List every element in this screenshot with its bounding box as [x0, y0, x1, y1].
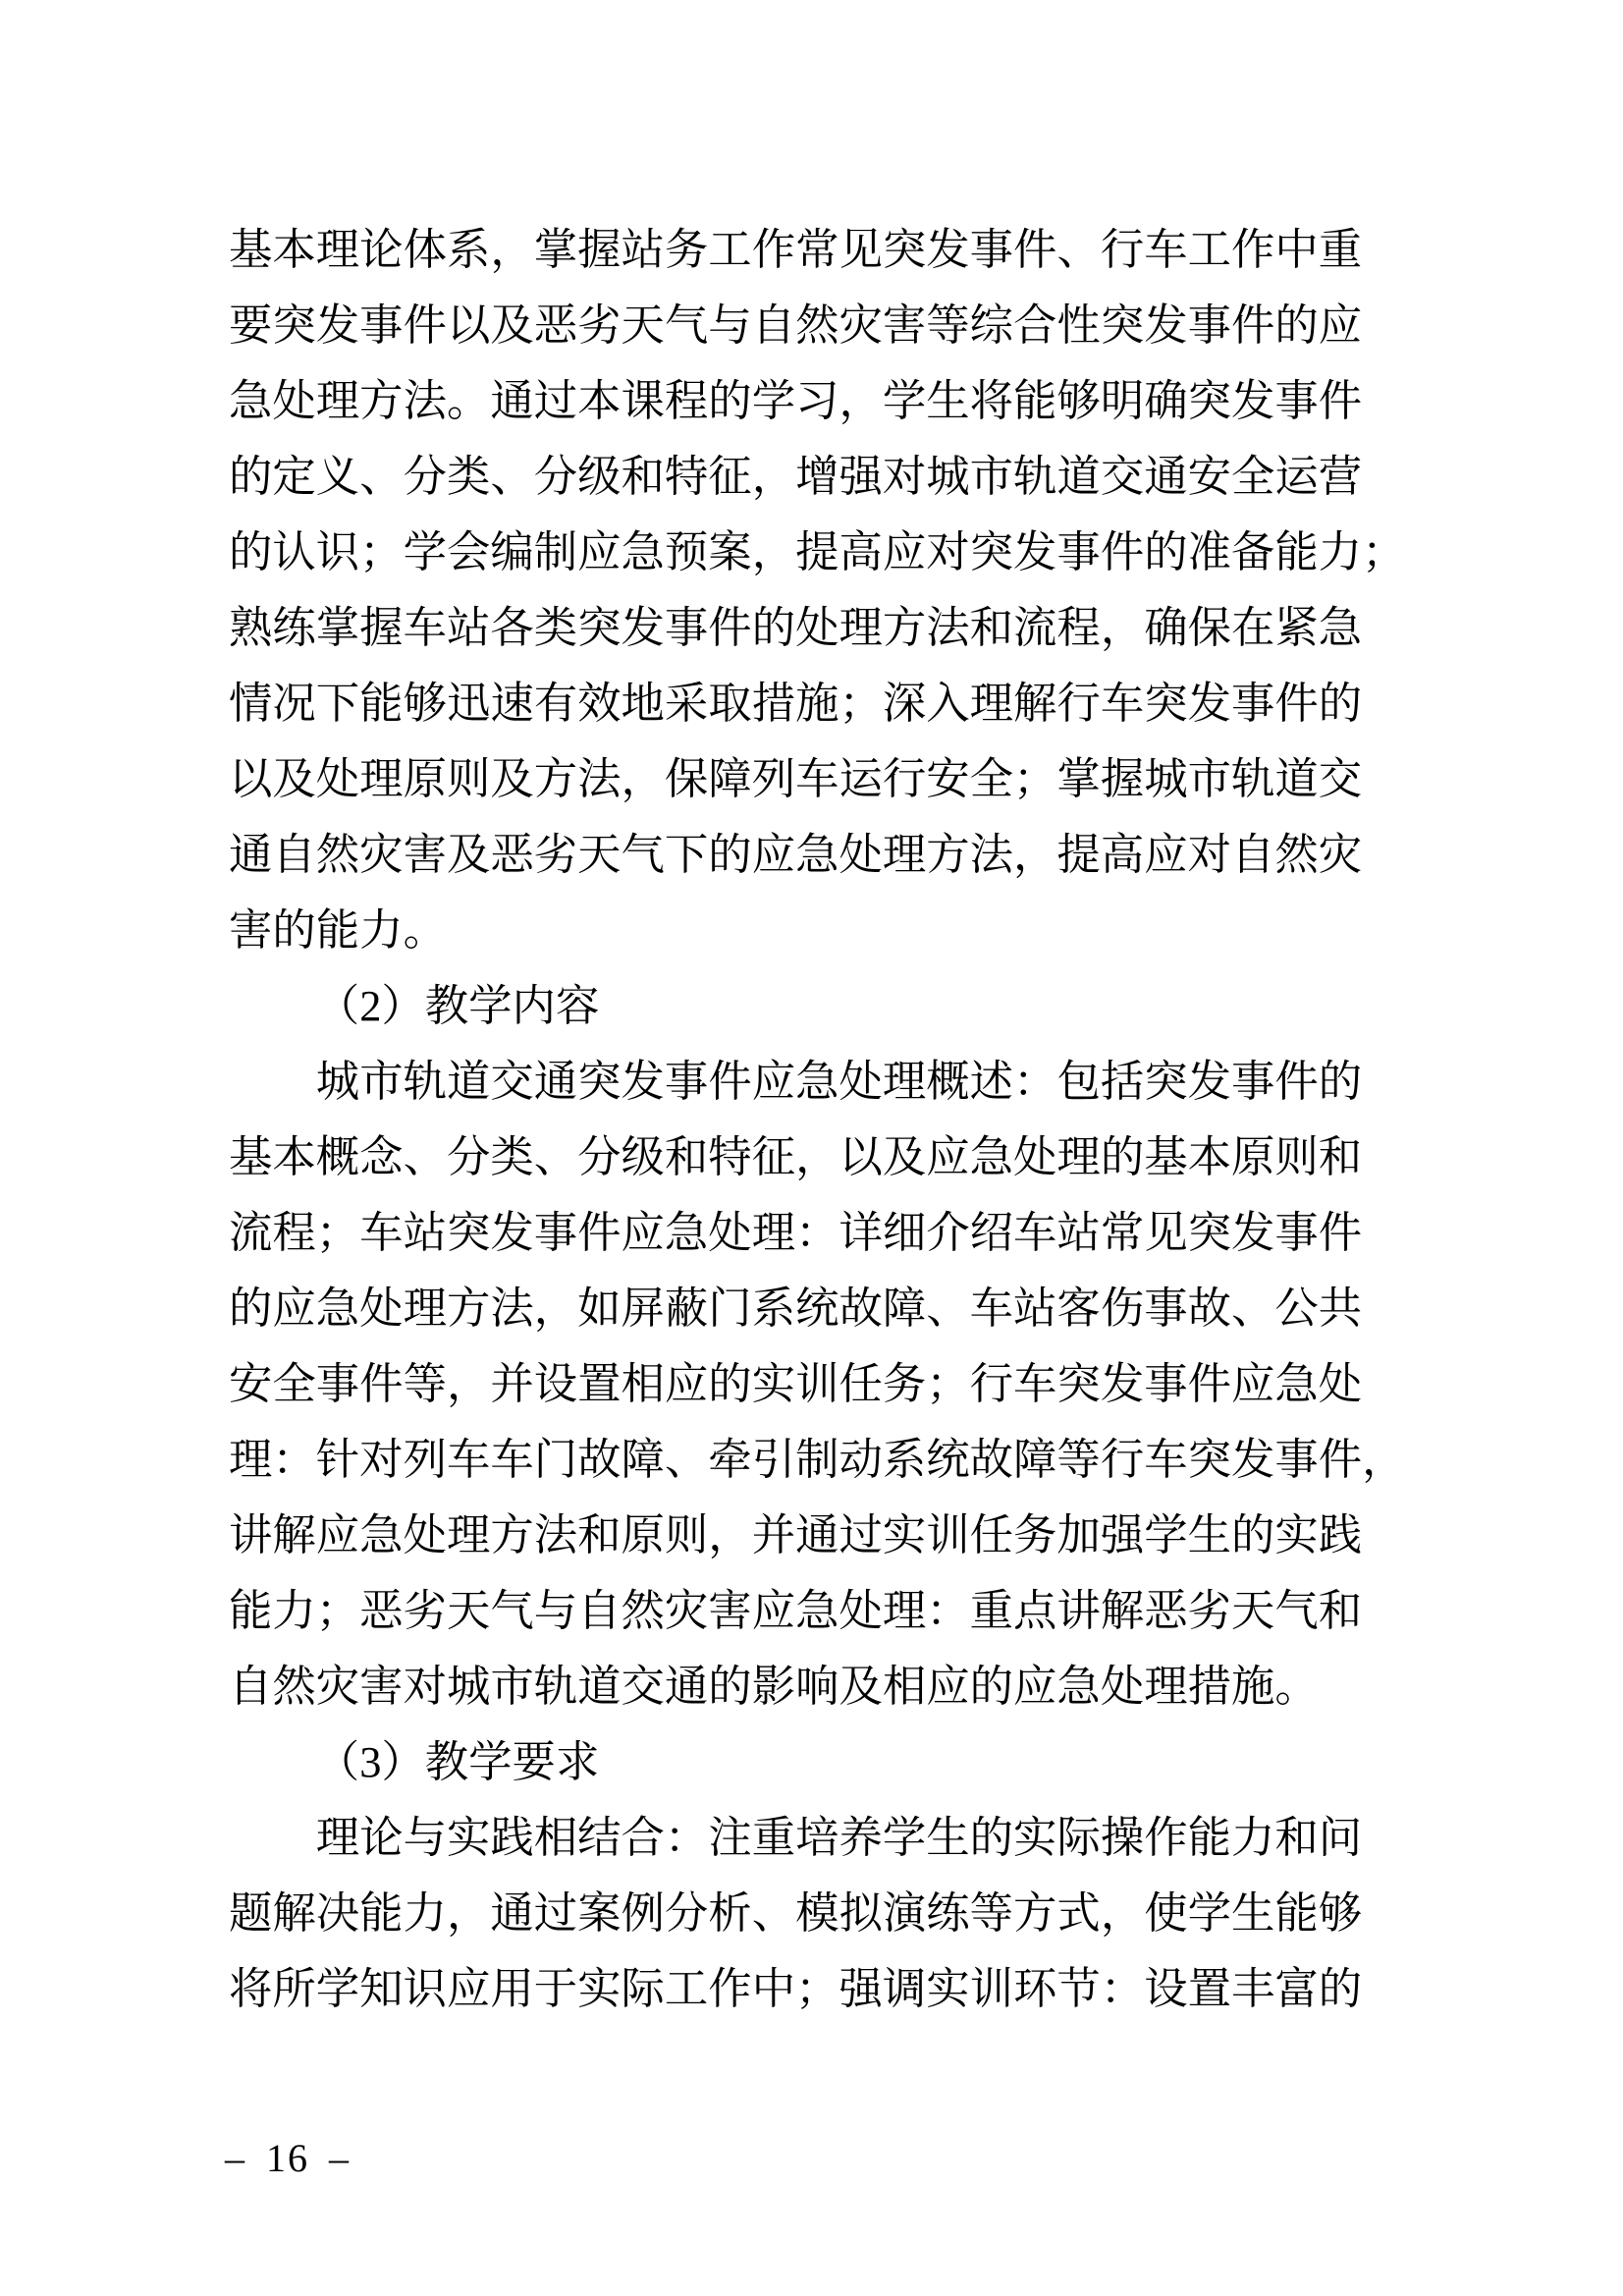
text-line: 情况下能够迅速有效地采取措施；深入理解行车突发事件的 — [229, 679, 1363, 728]
text-line: 将所学知识应用于实际工作中；强调实训环节：设置丰富的 — [229, 1964, 1363, 2013]
paragraph — [229, 1724, 1486, 1800]
text-line: 安全事件等，并设置相应的实训任务；行车突发事件应急处 — [229, 1359, 1363, 1408]
text-line: 理：针对列车车门故障、牵引制动系统故障等行车突发事件， — [229, 1435, 1406, 1484]
paragraph — [229, 968, 1486, 1044]
text-line: （2）教学内容 — [315, 981, 600, 1030]
text-line: 通自然灾害及恶劣天气下的应急处理方法，提高应对自然灾 — [229, 830, 1363, 879]
text-line: 的定义、分类、分级和特征，增强对城市轨道交通安全运营 — [229, 452, 1363, 501]
text-line: 自然灾害对城市轨道交通的影响及相应的应急处理措施。 — [229, 1662, 1319, 1711]
paragraph — [229, 1044, 1486, 1724]
document-body — [229, 212, 1486, 2027]
text-line: 讲解应急处理方法和原则，并通过实训任务加强学生的实践 — [229, 1510, 1363, 1559]
text-line: 基本概念、分类、分级和特征，以及应急处理的基本原则和 — [229, 1132, 1363, 1181]
paragraph — [229, 212, 1486, 968]
text-line: 能力；恶劣天气与自然灾害应急处理：重点讲解恶劣天气和 — [229, 1586, 1363, 1635]
text-line: （3）教学要求 — [315, 1737, 600, 1786]
text-line: 急处理方法。通过本课程的学习，学生将能够明确突发事件 — [229, 376, 1363, 425]
text-line: 的应急处理方法，如屏蔽门系统故障、车站客伤事故、公共 — [229, 1284, 1363, 1333]
text-line: 熟练掌握车站各类突发事件的处理方法和流程，确保在紧急 — [229, 603, 1363, 652]
page-number: – 16 – — [225, 2136, 351, 2180]
text-line: 以及处理原则及方法，保障列车运行安全；掌握城市轨道交 — [229, 754, 1363, 803]
text-line: 城市轨道交通突发事件应急处理概述：包括突发事件的 — [315, 1057, 1363, 1106]
text-line: 的认识；学会编制应急预案，提高应对突发事件的准备能力； — [229, 527, 1406, 576]
text-line: 理论与实践相结合：注重培养学生的实际操作能力和问 — [315, 1813, 1363, 1862]
text-line: 流程；车站突发事件应急处理：详细介绍车站常见突发事件 — [229, 1208, 1363, 1257]
text-line: 害的能力。 — [229, 905, 447, 955]
paragraph — [229, 1800, 1486, 2027]
text-line: 题解决能力，通过案例分析、模拟演练等方式，使学生能够 — [229, 1888, 1363, 1938]
text-line: 基本理论体系，掌握站务工作常见突发事件、行车工作中重 — [229, 225, 1363, 274]
text-line: 要突发事件以及恶劣天气与自然灾害等综合性突发事件的应 — [229, 301, 1363, 350]
